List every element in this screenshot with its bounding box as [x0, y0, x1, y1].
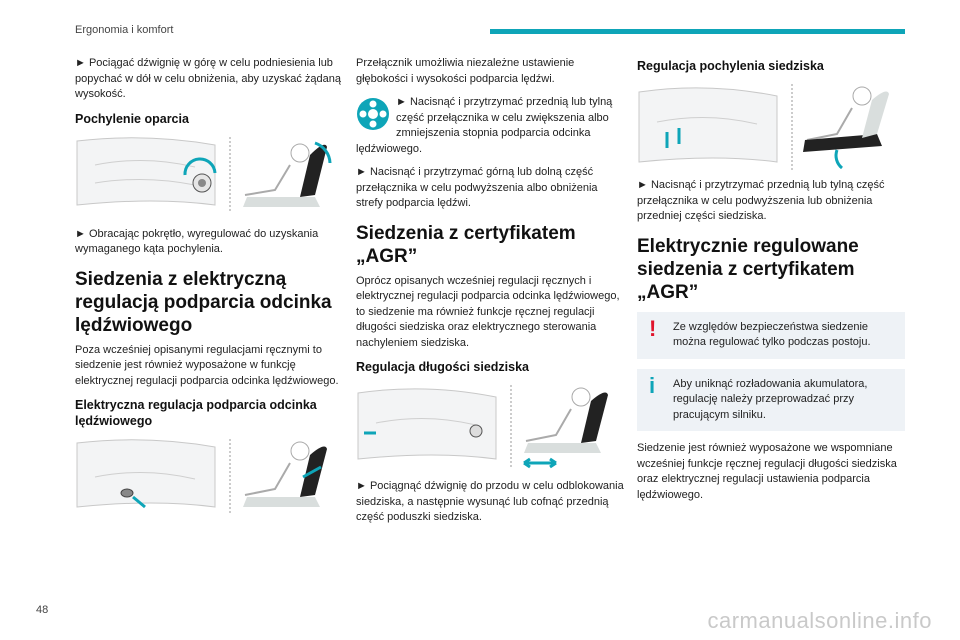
info-note	[637, 369, 905, 432]
backrest-illustration	[75, 135, 343, 213]
agr-heading: Siedzenia z certyfikatem „AGR”	[356, 222, 576, 267]
tilt-illustration	[637, 82, 905, 160]
tilt-text: ► Nacisnąć i przytrzymać przednią lub tylną część przełącznika w celu podwyższenia lub obniżenia przedniej części siedziska.	[637, 179, 885, 222]
warning-text: Ze względów bezpieczeństwa siedzenie można regulować tylko podczas postoju.	[673, 320, 871, 348]
press2-text: ► Nacisnąć i przytrzymać górną lub dolną część przełącznika w celu podwyższenia albo obniżenia strefy podparcia lędźwi.	[356, 166, 598, 209]
press-text: ► Nacisnąć i przytrzymać przednią lub tylną część przełącznika w celu zwiększenia albo zmniejszenia stopnia podparcia odcinka lędźwiowego.	[356, 96, 613, 155]
warning-icon: !	[649, 315, 657, 341]
switch-text: Przełącznik umożliwia niezależne ustawienie głębokości i wysokości podparcia lędźwi.	[356, 57, 575, 85]
lumbar-heading: Siedzenia z elektryczną regulacją podparcia odcinka lędźwiowego	[75, 268, 332, 336]
column-1	[75, 56, 343, 529]
header-accent-bar	[490, 29, 905, 34]
backrest-heading: Pochylenie oparcia	[75, 111, 189, 126]
page-number: 48	[36, 604, 49, 616]
watermark: carmanualsonline.info	[707, 608, 932, 633]
lumbar-illustration	[75, 437, 343, 515]
tilt-heading: Regulacja pochylenia siedziska	[637, 59, 824, 73]
elec-lumbar-heading: Elektryczna regulacja podparcia odcinka lędźwiowego	[75, 398, 317, 428]
lumbar-text: Poza wcześniej opisanymi regulacjami ręcznymi to siedzenie jest również wyposażone w funkcję elektrycznej regulacji podparcia odcinka lędźwiowego.	[75, 343, 339, 387]
column-3	[637, 56, 905, 511]
height-adjust-text: ► Pociągać dźwignię w górę w celu podniesienia lub popychać w dół w celu obniżenia, aby uzyskać żądaną wysokość.	[75, 57, 341, 100]
length-text: ► Pociągnąć dźwignię do przodu w celu odblokowania siedziska, a następnie wysunąć lub cofnąć przednią część poduszki siedziska.	[356, 480, 624, 523]
section-title: Ergonomia i komfort	[75, 24, 174, 36]
press-block	[356, 95, 624, 157]
elec-agr-heading: Elektrycznie regulowane siedzenia z certyfikatem „AGR”	[637, 235, 859, 303]
info-icon: i	[649, 372, 656, 398]
info-text: Aby uniknąć rozładowania akumulatora, regulację należy przeprowadzać przy pracującym silniku.	[673, 377, 868, 421]
lumbar-switch-icon	[356, 97, 390, 131]
length-heading: Regulacja długości siedziska	[356, 360, 529, 374]
column-2	[356, 56, 624, 534]
backrest-text: ► Obracając pokrętło, wyregulować do uzyskania wymaganego kąta pochylenia.	[75, 227, 319, 255]
agr-text: Oprócz opisanych wcześniej regulacji ręcznych i elektrycznej regulacji podparcia odcinka lędźwiowego, to siedzenie ma również funkcje ręcznej regulacji długości siedziska oraz elektrycznego sterowania nachyleniem siedziska.	[356, 274, 620, 349]
closing-text: Siedzenie jest również wyposażone we wspomniane wcześniej funkcje ręcznej regulacji długości siedziska oraz elektrycznej regulacji ustawienia podparcia lędźwiowego.	[637, 442, 897, 501]
length-illustration	[356, 383, 624, 461]
warning-note	[637, 312, 905, 359]
